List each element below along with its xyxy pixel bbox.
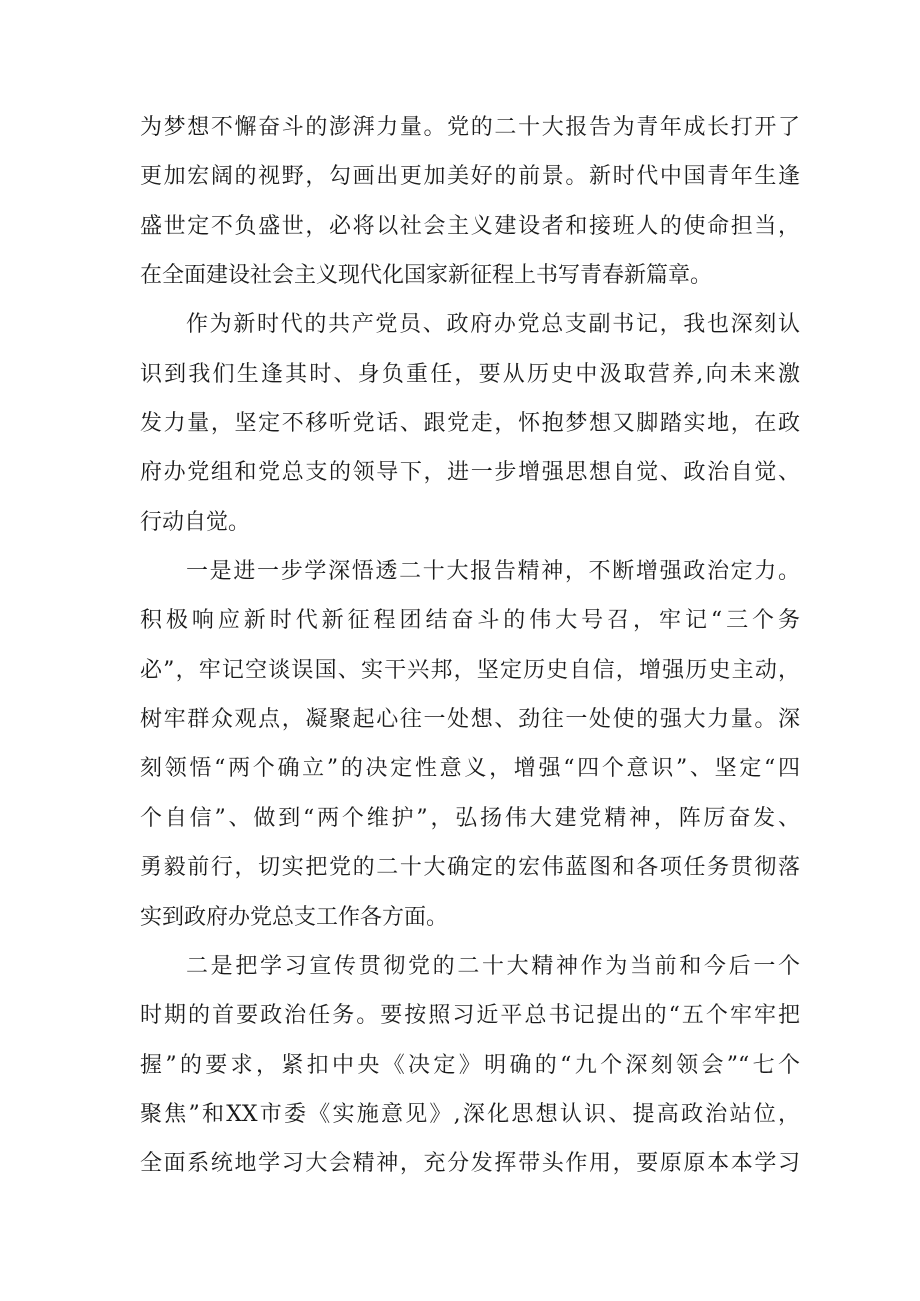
text-line: 勇毅前行，切实把党的二十大确定的宏伟蓝图和各项任务贯彻落 bbox=[140, 855, 800, 881]
text-line: 行动自觉。 bbox=[140, 509, 251, 535]
text-line: 必”，牢记空谈误国、实干兴邦，坚定历史自信，增强历史主动， bbox=[140, 657, 800, 683]
text-line: 刻领悟“两个确立”的决定性意义，增强“四个意识”、坚定“四 bbox=[140, 756, 800, 782]
text-line: 积极响应新时代新征程团结奋斗的伟大号召，牢记“三个务 bbox=[140, 608, 800, 634]
text-line: 聚焦”和XX市委《实施意见》,深化思想认识、提高政治站位， bbox=[140, 1101, 800, 1127]
paragraph-start-line: 作为新时代的共产党员、政府办党总支副书记，我也深刻认 bbox=[186, 312, 800, 338]
text-line: 树牢群众观点，凝聚起心往一处想、劲往一处使的强大力量。深 bbox=[140, 707, 800, 733]
text-line: 识到我们生逢其时、身负重任，要从历史中汲取营养,向未来激 bbox=[140, 361, 800, 387]
paragraph-start-line: 二是把学习宣传贯彻党的二十大精神作为当前和今后一个 bbox=[186, 953, 800, 979]
text-line: 为梦想不懈奋斗的澎湃力量。党的二十大报告为青年成长打开了 bbox=[140, 115, 800, 140]
paragraph-start-line: 一是进一步学深悟透二十大报告精神，不断增强政治定力。 bbox=[186, 559, 800, 585]
text-line: 更加宏阔的视野，勾画出更加美好的前景。新时代中国青年生逢 bbox=[140, 164, 800, 190]
document-body bbox=[140, 103, 800, 1189]
text-line: 握”的要求，紧扣中央《决定》明确的“九个深刻领会”“七个 bbox=[140, 1052, 800, 1078]
text-line: 盛世定不负盛世，必将以社会主义建设者和接班人的使命担当， bbox=[140, 213, 800, 239]
text-line: 实到政府办党总支工作各方面。 bbox=[140, 904, 449, 930]
text-line: 全面系统地学习大会精神，充分发挥带头作用，要原原本本学习 bbox=[140, 1151, 800, 1177]
text-line: 时期的首要政治任务。要按照习近平总书记提出的“五个牢牢把 bbox=[140, 1003, 800, 1029]
text-line: 府办党组和党总支的领导下，进一步增强思想自觉、政治自觉、 bbox=[140, 460, 800, 486]
text-line: 个自信”、做到“两个维护”，弘扬伟大建党精神，阵厉奋发、 bbox=[140, 805, 800, 831]
text-line: 在全面建设社会主义现代化国家新征程上书写青春新篇章。 bbox=[140, 263, 713, 289]
text-line: 发力量，坚定不移听党话、跟党走，怀抱梦想又脚踏实地，在政 bbox=[140, 411, 800, 437]
